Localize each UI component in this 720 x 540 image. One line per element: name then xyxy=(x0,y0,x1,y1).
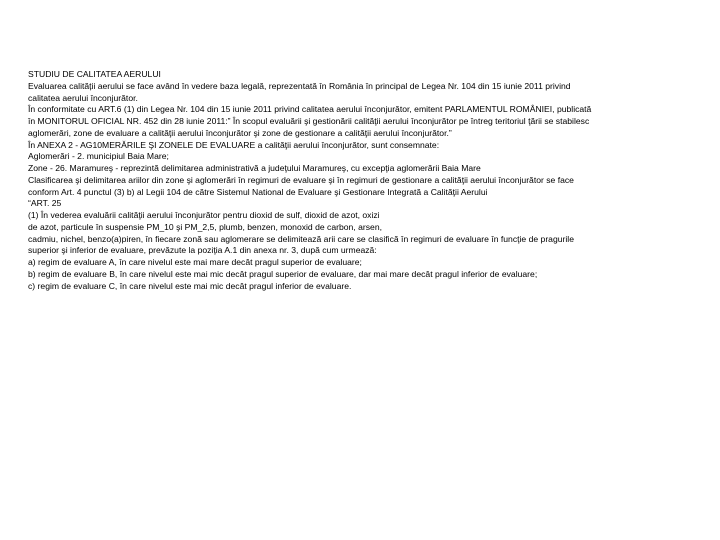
text-line: superior şi inferior de evaluare, prevăzute la poziţia A.1 din anexa nr. 3, după cum urmează: xyxy=(28,245,377,256)
text-line: conform Art. 4 punctul (3) b) al Legii 104 de către Sistemul National de Evaluare şi Gestionare Integrată a Calităţii Aerului xyxy=(28,186,488,197)
list-item: c) regim de evaluare C, în care nivelul este mai mic decât pragul inferior de evaluare. xyxy=(28,280,352,291)
text-line: “ART. 25 xyxy=(28,198,62,209)
list-item: b) regim de evaluare B, în care nivelul este mai mic decât pragul superior de evaluare, dar mai mare decât pragul inferior de evaluare; xyxy=(28,268,538,279)
list-item: a) regim de evaluare A, în care nivelul este mai mare decât pragul superior de evaluare; xyxy=(28,257,362,267)
text-line: Zone - 26. Maramureş - reprezintă delimitarea administrativă a judeţului Maramureş, cu excepţia aglomerării Baia Mare xyxy=(28,163,481,173)
text-line: în MONITORUL OFICIAL NR. 452 din 28 iunie 2011:” În scopul evaluării şi gestionării calităţii aerului înconjurător pe întreg teritoriul ţării se stabilesc xyxy=(28,116,590,126)
text-line: (1) În vederea evaluării calităţii aerului înconjurător pentru dioxid de sulf, dioxid de azot, oxizi xyxy=(28,210,380,220)
text-line: de azot, particule în suspensie PM_10 şi PM_2,5, plumb, benzen, monoxid de carbon, arsen, xyxy=(28,221,382,232)
text-line: Evaluarea calității aerului se face având în vedere baza legală, reprezentată în România în principal de Legea Nr. 104 din 15 iunie 2011 privind xyxy=(28,80,571,91)
text-line: cadmiu, nichel, benzo(a)piren, în fiecare zonă sau aglomerare se delimitează arii care se clasifică în regimuri de evaluare în funcţie de pragurile xyxy=(28,233,574,244)
text-line: Clasificarea şi delimitarea ariilor din zone şi aglomerări în regimuri de evaluare şi în regimuri de gestionare a calităţii aerului înconjurător se face xyxy=(28,174,574,185)
document-body xyxy=(28,69,706,292)
text-line: În conformitate cu ART.6 (1) din Legea Nr. 104 din 15 iunie 2011 privind calitatea aerului înconjurător, emitent PARLAMENTUL ROMÂNIEI, publicată xyxy=(28,104,592,115)
text-line: În ANEXA 2 - AG10MERĂRILE ŞI ZONELE DE EVALUARE a calităţii aerului înconjurător, sunt consemnate: xyxy=(28,139,440,150)
document-title: STUDIU DE CALITATEA AERULUI xyxy=(28,69,161,79)
text-line: calitatea aerului înconjurător. xyxy=(28,92,138,103)
text-line: aglomerări, zone de evaluare a calităţii aerului înconjurător şi zone de gestionare a calităţii aerului înconjurător.” xyxy=(28,127,452,138)
text-line: Aglomerări - 2. municipiul Baia Mare; xyxy=(28,151,169,162)
